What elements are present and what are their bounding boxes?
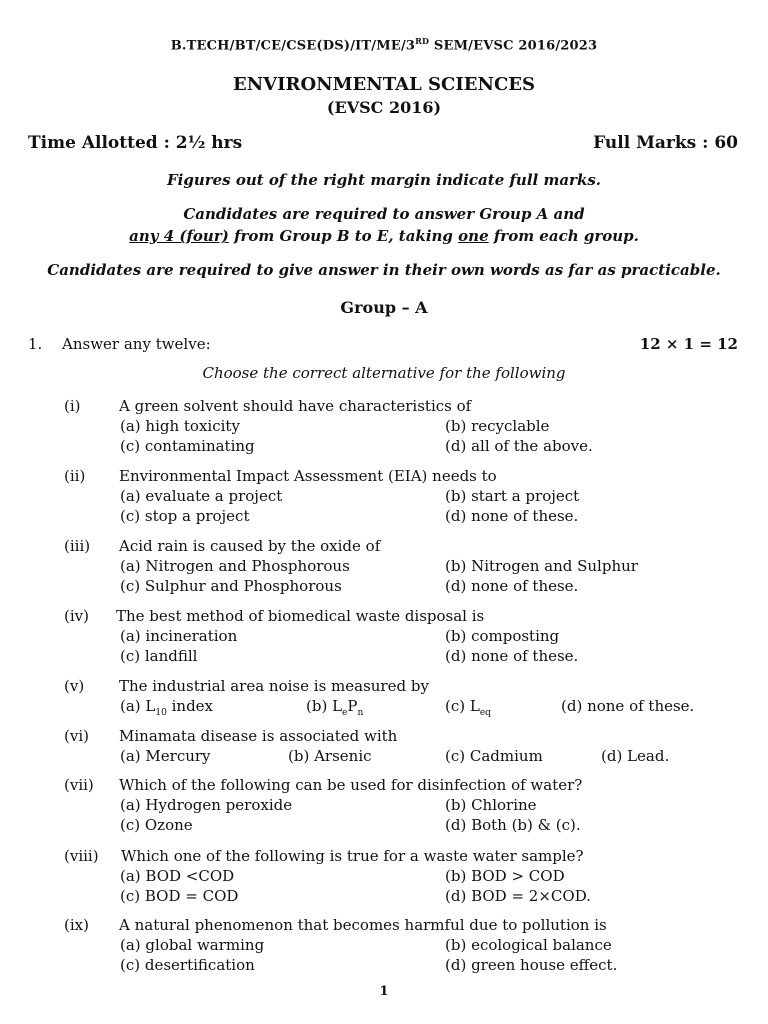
option-c: (c) Cadmium [445, 747, 543, 765]
item-question: A natural phenomenon that becomes harmful due to pollution is [119, 916, 607, 934]
option-b: (b) ecological balance [445, 936, 612, 954]
option-d: (d) all of the above. [445, 437, 593, 455]
item-question: Which one of the following is true for a waste water sample? [121, 847, 584, 865]
paper-title: ENVIRONMENTAL SCIENCES [232, 74, 535, 95]
item-number: (iv) [64, 607, 89, 625]
question-subtitle: Choose the correct alternative for the following [202, 364, 566, 382]
option-c: (c) landfill [120, 647, 198, 665]
option-a: (a) high toxicity [120, 417, 240, 435]
option-a: (a) BOD <COD [120, 867, 235, 885]
option-c: (c) $L_{eq}$ [445, 697, 491, 718]
item-number: (v) [64, 677, 85, 695]
item-number: (iii) [64, 537, 91, 555]
question-text: Answer any twelve: [62, 335, 211, 353]
course-line: B.TECH/BT/CE/CSE(DS)/IT/ME/3RD SEM/EVSC 2016/2023 [170, 36, 598, 54]
option-a: (a) evaluate a project [120, 487, 283, 505]
instruction-own-words: Candidates are required to give answer in their own words as far as practicable. [47, 261, 721, 279]
option-a: (a) Hydrogen peroxide [120, 796, 293, 814]
page-number: 1 [379, 984, 389, 999]
option-c: (c) BOD = COD [120, 887, 239, 905]
option-b: (b) composting [445, 627, 560, 645]
option-d: (d) green house effect. [445, 956, 618, 974]
option-d: (d) Both (b) & (c). [445, 816, 581, 834]
question-number: 1. [28, 335, 43, 353]
option-d: (d) none of these. [445, 647, 579, 665]
question-marks: 12 × 1 = 12 [639, 335, 738, 353]
option-d: (d) Lead. [601, 747, 670, 765]
option-b: (b) Nitrogen and Sulphur [445, 557, 638, 575]
option-d: (d) none of these. [561, 697, 695, 715]
item-number: (ix) [64, 916, 89, 934]
option-d: (d) none of these. [445, 577, 579, 595]
item-question: The industrial area noise is measured by [119, 677, 429, 695]
item-number: (i) [64, 397, 81, 415]
option-c: (c) Sulphur and Phosphorous [120, 577, 342, 595]
item-number: (ii) [64, 467, 86, 485]
item-number: (vii) [64, 776, 94, 794]
option-c: (c) desertification [120, 956, 255, 974]
full-marks: Full Marks : 60 [593, 133, 738, 153]
option-d: (d) none of these. [445, 507, 579, 525]
time-allotted: Time Allotted : 2½ hrs [28, 133, 243, 153]
option-c: (c) contaminating [120, 437, 255, 455]
option-b: (b) $L_eP_n$ [306, 697, 364, 718]
option-a: (a) global warming [120, 936, 265, 954]
option-b: (b) start a project [445, 487, 580, 505]
option-c: (c) stop a project [120, 507, 250, 525]
instruction-marks: Figures out of the right margin indicate full marks. [166, 171, 602, 189]
paper-code: (EVSC 2016) [326, 98, 442, 117]
option-d: (d) BOD = 2×COD. [445, 887, 591, 905]
item-question: Minamata disease is associated with [119, 727, 398, 745]
instruction-groups-line2: any 4 (four) from Group B to E, taking one from each group. [129, 227, 639, 245]
group-heading: Group – A [340, 298, 428, 317]
option-a: (a) $L_{10}$ index [120, 697, 214, 718]
item-number: (viii) [64, 847, 99, 865]
item-question: Which of the following can be used for disinfection of water? [119, 776, 583, 794]
item-question: Environmental Impact Assessment (EIA) needs to [119, 467, 497, 485]
instruction-groups-line1: Candidates are required to answer Group A and [183, 205, 585, 223]
option-c: (c) Ozone [120, 816, 193, 834]
item-number: (vi) [64, 727, 89, 745]
item-question: Acid rain is caused by the oxide of [119, 537, 381, 555]
item-question: A green solvent should have characteristics of [119, 397, 472, 415]
option-b: (b) recyclable [445, 417, 550, 435]
option-a: (a) Nitrogen and Phosphorous [120, 557, 350, 575]
option-a: (a) Mercury [120, 747, 211, 765]
option-b: (b) BOD > COD [445, 867, 565, 885]
item-question: The best method of biomedical waste disposal is [116, 607, 485, 625]
option-a: (a) incineration [120, 627, 238, 645]
option-b: (b) Chlorine [445, 796, 537, 814]
option-b: (b) Arsenic [288, 747, 372, 765]
